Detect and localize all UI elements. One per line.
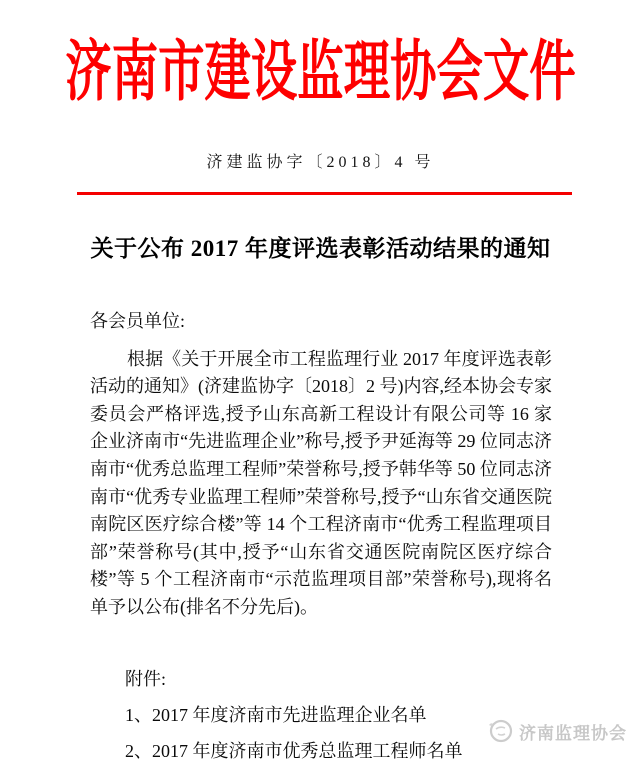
body-paragraph: 根据《关于开展全市工程监理行业 2017 年度评选表彰活动的通知》(济建监协字〔2018〕2 号)内容,经本协会专家委员会严格评选,授予山东高新工程设计有限公司等 16 家企业济南市“先进监理企业”称号,授予尹延海等 29 位同志济南市“优秀总监理工程师”荣誉称号,授予韩华等 50 位同志济南市“优秀专业监理工程师”荣誉称号,授予“山东省交通医院南院区医疗综合楼”等 14 个工程济南市“优秀工程监理项目部”荣誉称号(其中,授予“山东省交通医院南院区医疗综合楼”等 5 个工程济南市“示范监理项目部”荣誉称号),现将名单予以公布(排名不分先后)。 — [90, 348, 552, 617]
attachment-item: 1、2017 年度济南市先进监理企业名单 — [125, 705, 427, 725]
doc-title: 关于公布 2017 年度评选表彰活动结果的通知 — [90, 236, 551, 261]
attachment-item: 2、2017 年度济南市优秀总监理工程师名单 — [125, 741, 463, 761]
association-logo-icon — [486, 717, 514, 745]
org-header-title: 济南市建设监理协会文件 — [65, 32, 576, 110]
watermark — [486, 717, 627, 745]
attachments-label: 附件: — [125, 669, 167, 689]
watermark-text: 济南监理协会 — [519, 723, 627, 744]
salutation: 各会员单位: — [90, 311, 186, 331]
attachments-block — [125, 669, 463, 762]
body-text-block — [90, 308, 552, 622]
red-divider-line — [77, 192, 572, 195]
doc-number: 济建监协字〔2018〕4 号 — [206, 154, 435, 171]
